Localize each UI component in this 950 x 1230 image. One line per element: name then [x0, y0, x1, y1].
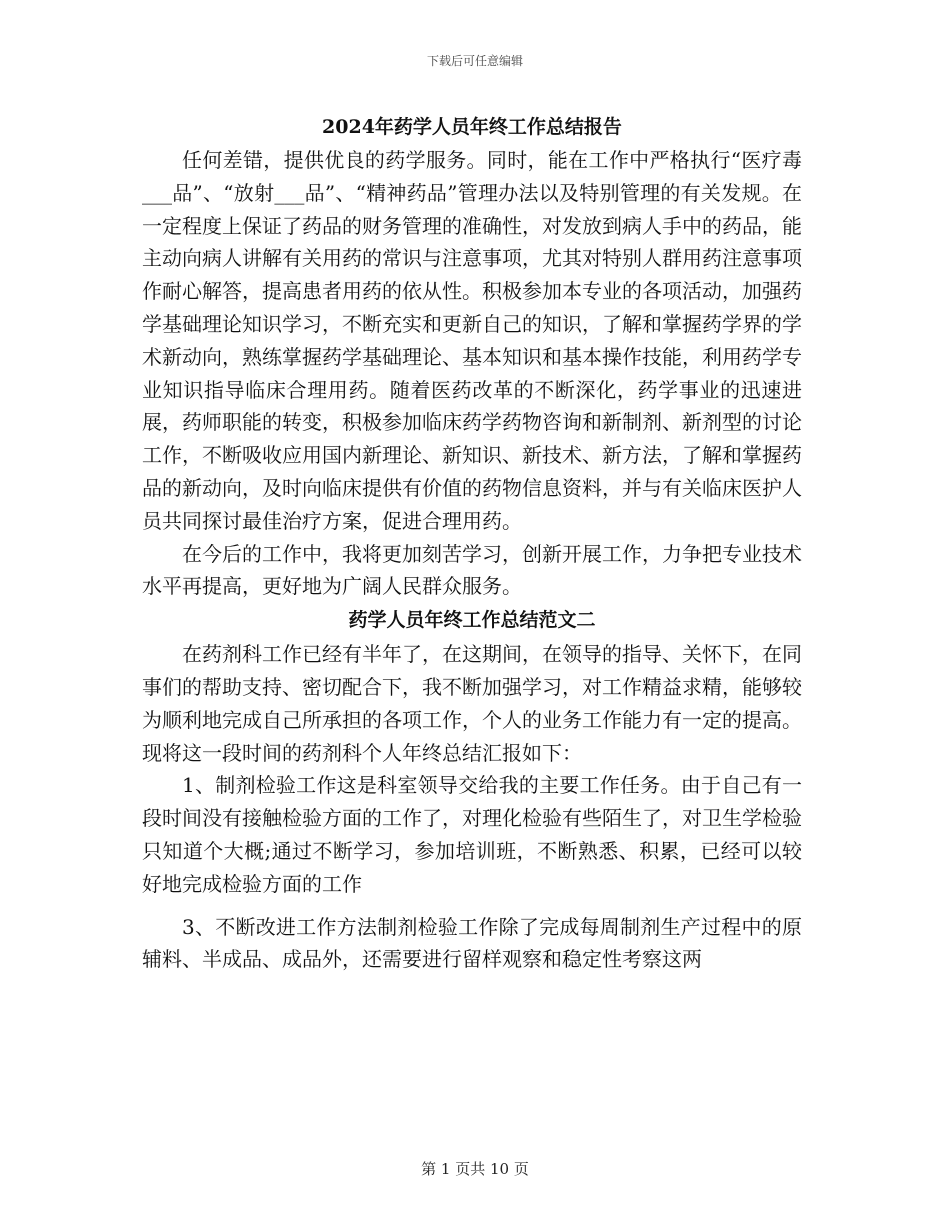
document-title: 2024年药学人员年终工作总结报告 — [322, 116, 622, 138]
paragraph: 3、不断改进工作方法制剂检验工作除了完成每周制剂生产过程中的原辅料、半成品、成品外，还需要进行留样观察和稳定性考察这两 — [142, 914, 802, 972]
page-number-footer: 第 1 页共 10 页 — [421, 1160, 529, 1178]
section-subtitle: 药学人员年终工作总结范文二 — [348, 609, 596, 632]
paragraph: 在药剂科工作已经有半年了，在这期间，在领导的指导、关怀下，在同事们的帮助支持、密切配合下，我不断加强学习，对工作精益求精，能够较为顺利地完成自己所承担的各项工作，个人的业务工作能力有一定的提高。现将这一段时间的药剂科个人年终总结汇报如下： — [142, 642, 802, 765]
paragraph: 1、制剂检验工作这是科室领导交给我的主要工作任务。由于自己有一段时间没有接触检验方面的工作了，对理化检验有些陌生了，对卫生学检验只知道个大概;通过不断学习，参加培训班，不断熟悉、积累，已经可以较好地完成检验方面的工作 — [142, 773, 802, 896]
paragraph: 任何差错，提供优良的药学服务。同时，能在工作中严格执行“医疗毒___品”、“放射___品”、“精神药品”管理办法以及特别管理的有关发规。在一定程度上保证了药品的财务管理的准确性，对发放到病人手中的药品，能主动向病人讲解有关用药的常识与注意事项，尤其对特别人群用药注意事项作耐心解答，提高患者用药的依从性。积极参加本专业的各项活动，加强药学基础理论知识学习，不断充实和更新自己的知识，了解和掌握药学界的学术新动向，熟练掌握药学基础理论、基本知识和基本操作技能，利用药学专业知识指导临床合理用药。随着医药改革的不断深化，药学事业的迅速进展，药师职能的转变，积极参加临床药学药物咨询和新制剂、新剂型的讨论工作，不断吸收应用国内新理论、新知识、新技术、新方法，了解和掌握药品的新动向，及时向临床提供有价值的药物信息资料，并与有关临床医护人员共同探讨最佳治疗方案，促进合理用药。 — [142, 148, 802, 533]
document-body — [142, 112, 802, 976]
paragraph: 在今后的工作中，我将更加刻苦学习，创新开展工作，力争把专业技术水平再提高，更好地为广阔人民群众服务。 — [142, 541, 802, 599]
header-note: 下载后可任意编辑 — [426, 54, 523, 68]
